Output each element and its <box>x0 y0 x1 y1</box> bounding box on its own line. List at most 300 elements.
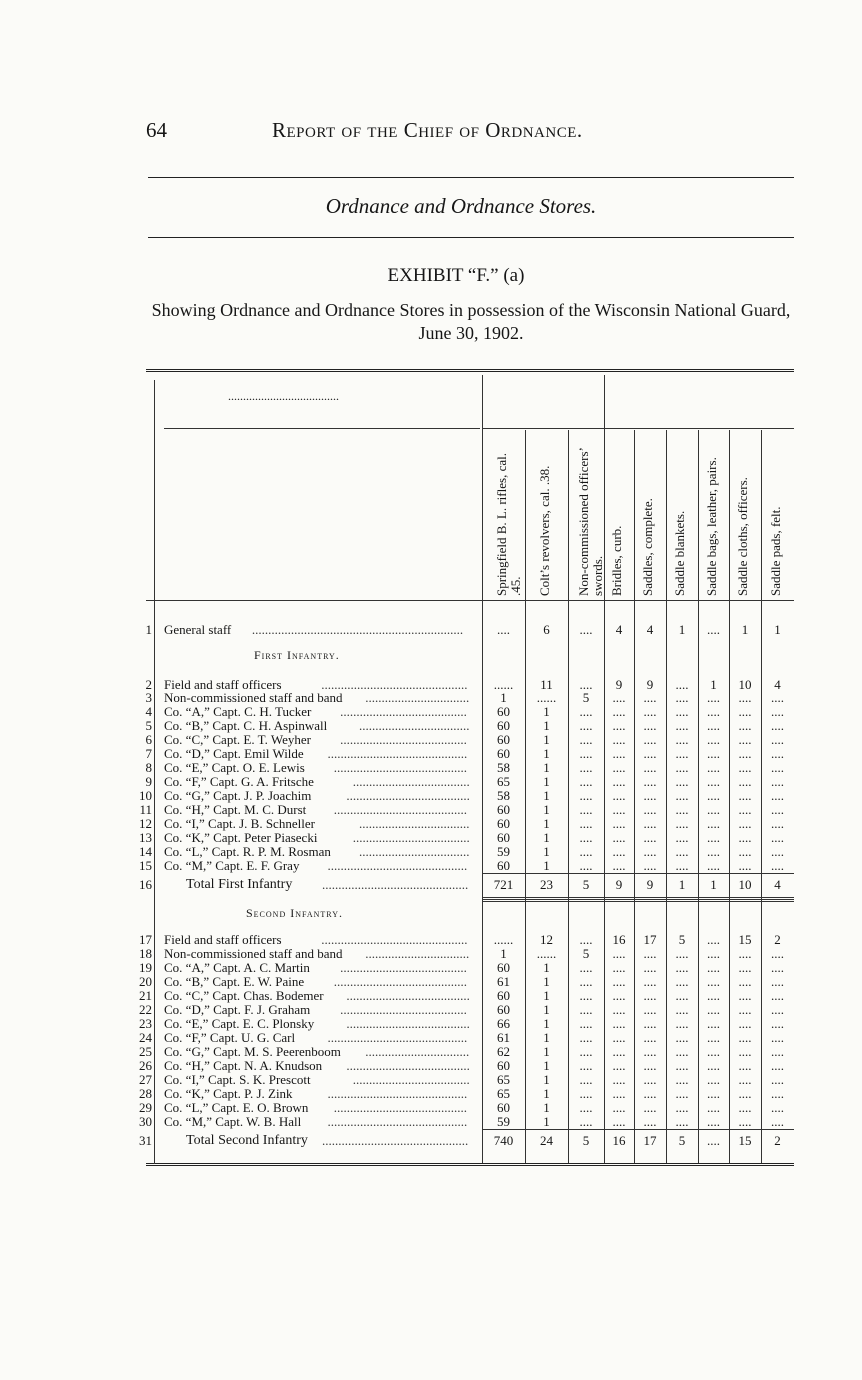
table-cell: .... <box>771 1058 784 1073</box>
dot-leader: ......................................... <box>333 975 468 989</box>
table-cell: .... <box>738 788 752 803</box>
table-cell: 9 <box>615 877 623 892</box>
table-cell: 1 <box>543 802 550 817</box>
exhibit-title: EXHIBIT “F.” (a) <box>387 265 525 286</box>
table-cell: 60 <box>497 830 510 845</box>
table-cell: 61 <box>497 974 510 989</box>
column-header: Springfield B. L. rifles, cal. .45. <box>493 453 523 596</box>
table-cell: .... <box>612 1002 626 1017</box>
row-number: 10 <box>139 788 152 803</box>
table-cell: .... <box>707 746 720 761</box>
table-cell: 1 <box>543 816 550 831</box>
dot-leader: .................................. <box>359 817 470 831</box>
column-header: Saddle pads, felt. <box>767 506 783 596</box>
table-cell: .... <box>675 858 689 873</box>
table-cell: .... <box>738 718 752 733</box>
table-cell: .... <box>675 718 689 733</box>
row-label: Co. “D,” Capt. Emil Wilde <box>164 746 304 761</box>
table-cell: .... <box>707 732 720 747</box>
table-cell: 5 <box>582 946 590 961</box>
table-cell: .... <box>612 946 626 961</box>
table-cell: .... <box>707 718 720 733</box>
table-cell: 1 <box>543 974 550 989</box>
dot-leader: ......................................... <box>333 1101 468 1115</box>
table-cell: .... <box>707 622 720 637</box>
table-cell: .... <box>579 746 593 761</box>
table-cell: .... <box>771 1030 784 1045</box>
dot-leader: ........................................... <box>327 1115 468 1129</box>
table-cell: 10 <box>738 677 752 692</box>
table-cell: .... <box>612 858 626 873</box>
table-cell: 60 <box>497 858 510 873</box>
table-cell: .... <box>675 788 689 803</box>
table-cell: .... <box>738 802 752 817</box>
table-cell: 16 <box>612 932 626 947</box>
table-cell: 1 <box>543 988 550 1003</box>
table-cell: .... <box>643 830 657 845</box>
row-label: Co. “C,” Capt. E. T. Weyher <box>164 732 311 747</box>
row-number: 8 <box>145 760 152 775</box>
table-cell: .... <box>707 816 720 831</box>
row-number: 29 <box>139 1100 152 1115</box>
table-cell: .... <box>612 830 626 845</box>
table-cell: 60 <box>497 1058 510 1073</box>
table-cell: 1 <box>500 690 507 705</box>
table-cell: 5 <box>582 690 590 705</box>
table-cell: .... <box>675 704 689 719</box>
table-cell: .... <box>643 690 657 705</box>
table-cell: .... <box>675 1016 689 1031</box>
table-cell: .... <box>579 622 593 637</box>
dot-leader: .................................. <box>359 845 470 859</box>
row-number: 16 <box>139 877 152 892</box>
table-cell: 5 <box>678 1133 686 1148</box>
table-cell: .... <box>771 946 784 961</box>
row-label: Co. “D,” Capt. F. J. Graham <box>164 1002 311 1017</box>
table-cell: 61 <box>497 1030 510 1045</box>
table-cell: .... <box>612 974 626 989</box>
row-number: 4 <box>145 704 152 719</box>
dot-leader: ................................ <box>365 691 470 705</box>
table-cell: .... <box>675 960 689 975</box>
row-number: 26 <box>139 1058 152 1073</box>
table-cell: .... <box>579 802 593 817</box>
table-cell: 60 <box>497 704 510 719</box>
table-cell: .... <box>738 974 752 989</box>
page-number: 64 <box>146 118 167 142</box>
table-cell: ...... <box>536 690 557 705</box>
column-header: Colt’s revolvers, cal. .38. <box>536 465 552 596</box>
table-cell: .... <box>675 830 689 845</box>
table-cell: .... <box>675 844 689 859</box>
table-cell: 2 <box>774 932 781 947</box>
table-cell: .... <box>643 974 657 989</box>
row-label: Co. “K,” Capt. P. J. Zink <box>164 1086 293 1101</box>
table-cell: .... <box>643 1058 657 1073</box>
table-cell: .... <box>738 704 752 719</box>
dot-leader: ......................................... <box>333 803 468 817</box>
table-cell: 60 <box>497 732 510 747</box>
table-cell: ...... <box>493 932 514 947</box>
table-cell: .... <box>579 1072 593 1087</box>
table-cell: .... <box>579 932 593 947</box>
table-cell: .... <box>643 844 657 859</box>
table-cell: 9 <box>646 677 654 692</box>
column-header: Saddle blankets. <box>672 510 687 596</box>
row-label: Co. “C,” Capt. Chas. Bodemer <box>164 988 324 1003</box>
row-number: 1 <box>145 622 152 637</box>
table-cell: 5 <box>678 932 686 947</box>
table-cell: .... <box>738 760 752 775</box>
row-label: Non-commissioned staff and band <box>164 690 343 705</box>
table-cell: .... <box>675 974 689 989</box>
table-cell: .... <box>612 988 626 1003</box>
table-cell: .... <box>643 718 657 733</box>
table-cell: .... <box>643 988 657 1003</box>
table-cell: .... <box>612 1058 626 1073</box>
table-cell: .... <box>675 1100 689 1115</box>
table-cell: ...... <box>493 677 514 692</box>
table-cell: 1 <box>543 1058 550 1073</box>
table-cell: .... <box>707 774 720 789</box>
row-label: Total Second Infantry <box>186 1133 308 1148</box>
table-cell: 5 <box>582 877 590 892</box>
table-cell: .... <box>612 732 626 747</box>
table-cell: .... <box>675 732 689 747</box>
table-cell: .... <box>579 1114 593 1129</box>
table-cell: .... <box>738 732 752 747</box>
table-cell: .... <box>707 1100 720 1115</box>
table-cell: 12 <box>540 932 553 947</box>
table-cell: .... <box>675 1030 689 1045</box>
table-cell: .... <box>612 1086 626 1101</box>
section-second-infantry: Second Infantry. <box>246 906 343 920</box>
section-title: Ordnance and Ordnance Stores. <box>325 194 597 218</box>
table-cell: .... <box>771 760 784 775</box>
table-cell: .... <box>612 1044 626 1059</box>
first-total-double-rule <box>482 899 794 902</box>
dot-leader: ................................ <box>365 1045 470 1059</box>
table-cell: .... <box>771 960 784 975</box>
table-cell: .... <box>579 760 593 775</box>
row-number: 21 <box>139 988 152 1003</box>
table-cell: .... <box>643 732 657 747</box>
table-cell: .... <box>643 1114 657 1129</box>
table-cell: .... <box>738 774 752 789</box>
dot-leader: .................................... <box>352 1073 470 1087</box>
table-cell: .... <box>707 704 720 719</box>
table-cell: .... <box>612 1072 626 1087</box>
table-cell: 1 <box>543 858 550 873</box>
table-cell: 1 <box>710 877 717 892</box>
table-cell: .... <box>738 690 752 705</box>
table-cell: .... <box>643 858 657 873</box>
table-bottom-rule <box>146 1163 794 1166</box>
table-cell: 1 <box>543 1030 550 1045</box>
table-cell: .... <box>707 858 720 873</box>
row-number: 18 <box>139 946 152 961</box>
table-cell: .... <box>771 844 784 859</box>
running-head: Report of the Chief of Ordnance. <box>272 118 583 142</box>
row-label: Co. “L,” Capt. R. P. M. Rosman <box>164 844 331 859</box>
table-cell: .... <box>707 974 720 989</box>
table-cell: .... <box>771 746 784 761</box>
table-cell: .... <box>579 677 593 692</box>
table-cell: .... <box>612 774 626 789</box>
table-cell: .... <box>771 816 784 831</box>
table-cell: .... <box>643 1044 657 1059</box>
table-cell: .... <box>771 690 784 705</box>
table-cell: .... <box>643 1030 657 1045</box>
table-cell: .... <box>738 1114 752 1129</box>
table-cell: 1 <box>543 774 550 789</box>
table-cell: .... <box>738 946 752 961</box>
row-label: Co. “F,” Capt. G. A. Fritsche <box>164 774 314 789</box>
table-cell: 1 <box>543 732 550 747</box>
table-cell: 1 <box>710 677 717 692</box>
table-cell: .... <box>707 1086 720 1101</box>
table-cell: 1 <box>543 1044 550 1059</box>
table-cell: 6 <box>543 622 550 637</box>
table-cell: .... <box>771 1114 784 1129</box>
dot-leader: ...................................... <box>346 989 470 1003</box>
section-first-infantry: First Infantry. <box>254 648 340 662</box>
table-cell: .... <box>675 802 689 817</box>
dot-leader: ...................................... <box>346 1017 470 1031</box>
table-cell: .... <box>707 844 720 859</box>
table-cell: .... <box>643 946 657 961</box>
dot-leader: ........................................... <box>327 1087 468 1101</box>
table-cell: .... <box>738 844 752 859</box>
table-cell: .... <box>643 1086 657 1101</box>
row-label: Co. “B,” Capt. C. H. Aspinwall <box>164 718 328 733</box>
table-cell: .... <box>707 1058 720 1073</box>
table-cell: .... <box>707 1133 720 1148</box>
row-label: Co. “H,” Capt. N. A. Knudson <box>164 1058 323 1073</box>
dot-leader: ............................................. <box>321 933 468 947</box>
table-cell: .... <box>675 690 689 705</box>
table-cell: 23 <box>540 877 553 892</box>
column-header: Saddle bags, leather, pairs. <box>703 457 719 596</box>
row-number: 25 <box>139 1044 152 1059</box>
row-number: 31 <box>139 1133 152 1148</box>
column-header: Bridles, curb. <box>609 525 624 596</box>
table-cell: 60 <box>497 1002 510 1017</box>
table-cell: 1 <box>678 877 686 892</box>
table-cell: .... <box>771 1100 784 1115</box>
row-label: Co. “H,” Capt. M. C. Durst <box>164 802 307 817</box>
table-cell: .... <box>771 802 784 817</box>
row-label: General staff <box>164 622 232 637</box>
table-cell: .... <box>675 760 689 775</box>
table-cell: .... <box>707 760 720 775</box>
table-cell: .... <box>771 830 784 845</box>
table-cell: .... <box>579 704 593 719</box>
table-cell: 1 <box>543 788 550 803</box>
table-cell: .... <box>738 1058 752 1073</box>
table-cell: 1 <box>543 960 550 975</box>
table-cell: 1 <box>741 622 749 637</box>
table-cell: .... <box>771 1086 784 1101</box>
table-cell: .... <box>579 974 593 989</box>
row-number: 22 <box>139 1002 152 1017</box>
row-number: 27 <box>139 1072 152 1087</box>
table-cell: .... <box>771 974 784 989</box>
table-cell: .... <box>612 718 626 733</box>
column-header: Saddles, complete. <box>640 498 655 596</box>
table-cell: .... <box>643 960 657 975</box>
table-cell: .... <box>612 760 626 775</box>
table-cell: .... <box>643 760 657 775</box>
table-cell: .... <box>738 1100 752 1115</box>
dot-leader: ............................................. <box>322 1134 469 1148</box>
table-cell: .... <box>771 858 784 873</box>
row-label: Co. “E,” Capt. E. C. Plonsky <box>164 1016 315 1031</box>
classes-leader: ..................................... <box>228 389 339 403</box>
table-cell: .... <box>738 1044 752 1059</box>
table-cell: 1 <box>543 1016 550 1031</box>
table-cell: 4 <box>774 677 781 692</box>
table-cell: .... <box>643 1016 657 1031</box>
table-cell: .... <box>675 1086 689 1101</box>
table-cell: .... <box>707 830 720 845</box>
table-cell: .... <box>579 960 593 975</box>
table-cell: 1 <box>543 830 550 845</box>
table-cell: 58 <box>497 760 510 775</box>
table-cell: 17 <box>643 932 657 947</box>
row-number: 30 <box>139 1114 152 1129</box>
table-cell: .... <box>579 1044 593 1059</box>
table-cell: .... <box>612 746 626 761</box>
row-number: 11 <box>139 802 152 817</box>
row-number: 20 <box>139 974 152 989</box>
table-cell: .... <box>579 1030 593 1045</box>
table-cell: .... <box>643 1072 657 1087</box>
table-cell: .... <box>643 816 657 831</box>
table-cell: .... <box>675 1058 689 1073</box>
table-cell: .... <box>771 788 784 803</box>
table-cell: 16 <box>612 1133 626 1148</box>
table-cell: .... <box>579 1016 593 1031</box>
table-cell: .... <box>579 1086 593 1101</box>
table-cell: 4 <box>615 622 623 637</box>
table-cell: 1 <box>543 760 550 775</box>
row-label: Co. “A,” Capt. A. C. Martin <box>164 960 310 975</box>
table-cell: .... <box>579 830 593 845</box>
row-number: 24 <box>139 1030 152 1045</box>
table-cell: .... <box>707 988 720 1003</box>
table-cell: .... <box>612 1100 626 1115</box>
row-number: 5 <box>145 718 152 733</box>
row-label: Co. “M,” Capt. W. B. Hall <box>164 1114 302 1129</box>
table-cell: 4 <box>774 877 781 892</box>
dot-leader: ................................ <box>365 947 470 961</box>
table-cell: 66 <box>497 1016 510 1031</box>
table-cell: .... <box>579 718 593 733</box>
table-cell: .... <box>675 774 689 789</box>
table-top-rule <box>146 369 794 372</box>
table-cell: .... <box>675 1044 689 1059</box>
dot-leader: ....................................... <box>340 1003 467 1017</box>
table-cell: .... <box>675 1002 689 1017</box>
row-label: Co. “M,” Capt. E. F. Gray <box>164 858 300 873</box>
table-cell: .... <box>612 1114 626 1129</box>
table-cell: .... <box>675 816 689 831</box>
table-cell: .... <box>771 988 784 1003</box>
table-cell: .... <box>771 732 784 747</box>
row-label: Field and staff officers <box>164 677 282 692</box>
row-label: Co. “I,” Capt. J. B. Schneller <box>164 816 315 831</box>
dot-leader: ....................................... <box>340 705 467 719</box>
row-number: 7 <box>145 746 152 761</box>
table-cell: ...... <box>536 946 557 961</box>
table-cell: .... <box>579 858 593 873</box>
table-cell: .... <box>738 960 752 975</box>
row-number: 17 <box>139 932 152 947</box>
table-cell: 60 <box>497 988 510 1003</box>
table-cell: 1 <box>543 844 550 859</box>
table-cell: .... <box>612 690 626 705</box>
table-cell: 24 <box>540 1133 553 1148</box>
table-cell: .... <box>579 788 593 803</box>
table-cell: .... <box>612 1016 626 1031</box>
table-cell: 1 <box>543 1072 550 1087</box>
table-cell: 60 <box>497 718 510 733</box>
dot-leader: ...................................... <box>346 789 470 803</box>
table-cell: .... <box>707 802 720 817</box>
table-cell: .... <box>643 788 657 803</box>
table-cell: .... <box>707 1030 720 1045</box>
first-total-rule-bottom <box>482 897 794 898</box>
table-cell: .... <box>707 1044 720 1059</box>
table-cell: 1 <box>543 1114 550 1129</box>
group-underline <box>482 428 794 429</box>
table-cell: .... <box>612 704 626 719</box>
table-cell: .... <box>707 1002 720 1017</box>
table-cell: .... <box>738 816 752 831</box>
dot-leader: ........................................... <box>327 1031 468 1045</box>
table-cell: .... <box>738 988 752 1003</box>
dot-leader: .................................... <box>352 831 470 845</box>
table-cell: 58 <box>497 788 510 803</box>
table-cell: .... <box>707 788 720 803</box>
row-label: Co. “G,” Capt. M. S. Peerenboom <box>164 1044 341 1059</box>
exhibit-subtitle: Showing Ordnance and Ordnance Stores in possession of the Wisconsin National Guard, June 30, 1902. <box>151 300 791 343</box>
dot-leader: .................................... <box>352 775 470 789</box>
dot-leader: ...................................... <box>346 1059 470 1073</box>
column-header: Non-commissioned officers’ swords. <box>576 448 605 596</box>
table-cell: .... <box>738 1072 752 1087</box>
row-number: 14 <box>139 844 152 859</box>
row-number: 3 <box>145 690 152 705</box>
row-number: 2 <box>145 677 152 692</box>
table-cell: .... <box>707 932 720 947</box>
row-label: Total First Infantry <box>186 877 293 892</box>
table-cell: .... <box>771 1072 784 1087</box>
header-rule <box>146 600 794 601</box>
table-cell: .... <box>612 816 626 831</box>
table-cell: .... <box>707 960 720 975</box>
dot-leader: ............................................. <box>322 878 469 892</box>
row-label: Field and staff officers <box>164 932 282 947</box>
table-cell: .... <box>771 704 784 719</box>
table-cell: 5 <box>582 1133 590 1148</box>
row-number: 12 <box>139 816 152 831</box>
row-number: 6 <box>145 732 152 747</box>
table-cell: .... <box>675 1114 689 1129</box>
table-cell: .... <box>738 746 752 761</box>
table-cell: 1 <box>500 946 507 961</box>
